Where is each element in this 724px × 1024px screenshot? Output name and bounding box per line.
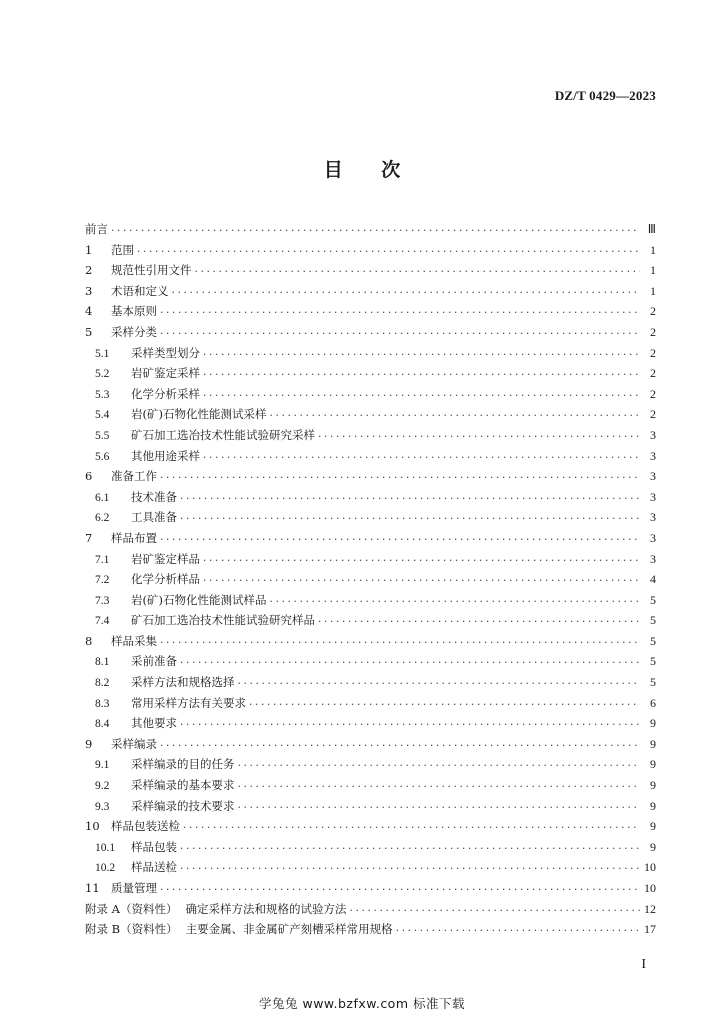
toc-entry-label: 其他用途采样	[131, 448, 200, 463]
toc-entry[interactable]	[85, 734, 656, 755]
toc-entry-label: 术语和定义	[111, 283, 169, 298]
toc-entry[interactable]	[85, 569, 656, 590]
toc-title: 目 次	[323, 159, 417, 181]
toc-entry[interactable]	[85, 651, 656, 672]
toc-entry[interactable]	[85, 528, 656, 549]
toc-entry-page: 10	[644, 881, 656, 895]
toc-entry-page: 3	[650, 489, 656, 504]
toc-entry-label: 采样编录	[111, 736, 157, 751]
toc-entry-page: 9	[650, 716, 656, 731]
toc-entry-label: 确定采样方法和规格的试验方法	[185, 901, 347, 916]
toc-entry-number: 3	[85, 283, 93, 298]
toc-entry-page: 9	[650, 736, 656, 751]
toc-entry[interactable]	[85, 816, 656, 837]
footer-watermark: 学兔兔 www.bzfxw.com 标准下载	[259, 996, 465, 1011]
toc-dot-leader	[171, 283, 641, 304]
toc-entry-page: 5	[650, 675, 656, 690]
toc-entry-number: 5.3	[95, 388, 110, 401]
toc-entry[interactable]	[85, 487, 656, 508]
toc-entry-number: 9	[85, 736, 93, 751]
toc-dot-leader	[237, 777, 641, 798]
toc-entry-number: 11	[85, 881, 100, 895]
toc-entry-page: 2	[650, 386, 656, 401]
toc-entry-number: 8.1	[95, 656, 110, 669]
toc-entry-label: 采样编录的目的任务	[131, 757, 235, 772]
toc-entry-label: 其他要求	[131, 716, 177, 731]
toc-entry[interactable]	[85, 775, 656, 796]
toc-entry-label: 矿石加工选冶技术性能试验研究样品	[131, 613, 315, 628]
toc-entry-label: 采样方法和规格选择	[131, 675, 235, 690]
toc-dot-leader	[202, 551, 640, 572]
toc-entry-number: 9.3	[95, 800, 110, 813]
toc-dot-leader	[202, 345, 640, 366]
toc-entry[interactable]	[85, 590, 656, 611]
toc-dot-leader	[202, 448, 640, 469]
toc-entry-label: 工具准备	[131, 510, 177, 525]
toc-entry-page: 3	[650, 551, 656, 566]
toc-entry-number: 8	[85, 633, 93, 648]
toc-entry-page: 5	[650, 654, 656, 669]
toc-entry-number: 5.1	[95, 347, 110, 360]
toc-entry[interactable]	[85, 507, 656, 528]
toc-entry-number: 10.2	[95, 862, 116, 875]
toc-entry-label: 岩矿鉴定采样	[131, 366, 200, 381]
toc-entry-number: 1	[85, 242, 93, 257]
toc-entry-label: 化学分析采样	[131, 386, 200, 401]
toc-entry-page: 5	[650, 592, 656, 607]
toc-entry-page: 3	[650, 510, 656, 525]
toc-entry-page: 5	[650, 633, 656, 648]
toc-entry-number: 5.5	[95, 429, 110, 442]
toc-dot-leader	[317, 427, 640, 448]
toc-entry-page: 3	[650, 469, 656, 484]
toc-entry[interactable]	[85, 754, 656, 775]
toc-entry-number: 9.2	[95, 780, 110, 793]
toc-dot-leader	[182, 818, 640, 839]
toc-entry[interactable]	[85, 919, 656, 940]
toc-entry[interactable]	[85, 837, 656, 858]
toc-entry-page: 3	[650, 427, 656, 442]
toc-entry-page: 6	[650, 695, 656, 710]
toc-entry-page: 3	[650, 530, 656, 545]
toc-entry[interactable]	[85, 425, 656, 446]
toc-entry-page: 2	[650, 304, 656, 319]
toc-entry-label: 样品包装	[131, 839, 177, 854]
page-number: I	[641, 957, 646, 972]
toc-entry[interactable]	[85, 857, 656, 878]
toc-dot-leader	[179, 489, 640, 510]
toc-entry-number: 5.4	[95, 409, 110, 422]
toc-entry-number: 附录 A（资料性）	[85, 901, 178, 916]
toc-entry-label: 质量管理	[111, 881, 157, 895]
toc-entry-page: 3	[650, 448, 656, 463]
toc-list	[85, 219, 656, 940]
toc-dot-leader	[179, 839, 640, 860]
toc-entry-number: 6	[85, 469, 93, 484]
toc-dot-leader	[395, 921, 640, 942]
toc-entry-page: 2	[650, 345, 656, 360]
toc-entry-page: 9	[650, 798, 656, 813]
toc-entry[interactable]	[85, 384, 656, 405]
toc-entry[interactable]	[85, 404, 656, 425]
toc-entry-number: 8.2	[95, 677, 110, 690]
toc-entry-page: 17	[644, 922, 656, 937]
toc-dot-leader	[268, 406, 640, 427]
toc-entry-label: 采前准备	[131, 654, 177, 669]
toc-entry-number: 10.1	[95, 841, 116, 854]
toc-entry-label: 规范性引用文件	[111, 263, 192, 278]
toc-entry-number: 6.2	[95, 512, 110, 525]
toc-entry-number: 8.4	[95, 718, 110, 731]
toc-entry[interactable]	[85, 693, 656, 714]
toc-entry-number: 5.6	[95, 450, 110, 463]
toc-entry-number: 2	[85, 263, 93, 278]
toc-entry-label: 技术准备	[131, 489, 177, 504]
toc-dot-leader	[317, 612, 640, 633]
toc-entry[interactable]	[85, 878, 656, 899]
toc-entry-label: 采样编录的技术要求	[131, 798, 235, 813]
toc-entry-page: 1	[650, 263, 656, 278]
toc-entry-label: 化学分析样品	[131, 572, 200, 587]
toc-entry[interactable]	[85, 343, 656, 364]
toc-dot-leader	[159, 880, 640, 901]
standard-code: DZ/T 0429—2023	[554, 88, 656, 103]
toc-entry[interactable]	[85, 796, 656, 817]
toc-dot-leader	[159, 633, 640, 654]
toc-dot-leader	[237, 756, 641, 777]
toc-entry-page: 9	[650, 819, 656, 834]
toc-entry-label: 样品包装送检	[111, 819, 180, 834]
toc-entry[interactable]	[85, 672, 656, 693]
toc-entry-number: 7	[85, 530, 93, 545]
toc-entry-number: 5	[85, 324, 93, 339]
toc-dot-leader	[159, 324, 640, 345]
toc-entry-label: 采样类型划分	[131, 345, 200, 360]
toc-dot-leader	[159, 303, 640, 324]
toc-entry-page: 12	[644, 901, 656, 916]
toc-dot-leader	[110, 221, 640, 242]
toc-entry[interactable]	[85, 899, 656, 920]
toc-entry-number: 7.3	[95, 594, 110, 607]
toc-dot-leader	[179, 653, 640, 674]
toc-dot-leader	[202, 571, 640, 592]
toc-entry-number: 7.4	[95, 615, 110, 628]
toc-entry[interactable]	[85, 281, 656, 302]
toc-dot-leader	[202, 386, 640, 407]
toc-dot-leader	[179, 715, 640, 736]
toc-entry-number: 4	[85, 304, 93, 319]
toc-entry-page: 1	[650, 242, 656, 257]
toc-dot-leader	[159, 530, 640, 551]
toc-entry[interactable]	[85, 301, 656, 322]
toc-dot-leader	[237, 798, 641, 819]
toc-entry-label: 样品送检	[131, 860, 177, 875]
toc-entry-number: 5.2	[95, 368, 110, 381]
toc-entry-label: 岩矿鉴定样品	[131, 551, 200, 566]
toc-entry-label: 岩(矿)石物化性能测试样品	[131, 592, 267, 607]
toc-dot-leader	[248, 695, 640, 716]
toc-entry-label: 采样分类	[111, 324, 157, 339]
toc-entry-page: Ⅲ	[647, 222, 656, 236]
toc-entry-number: 8.3	[95, 697, 110, 710]
toc-entry[interactable]	[85, 219, 656, 240]
toc-entry-number: 6.1	[95, 491, 110, 504]
toc-entry-page: 9	[650, 757, 656, 772]
toc-dot-leader	[194, 262, 641, 283]
toc-dot-leader	[237, 674, 641, 695]
toc-dot-leader	[159, 468, 640, 489]
toc-entry-label: 样品布置	[111, 530, 157, 545]
toc-entry-page: 9	[650, 778, 656, 793]
toc-entry-label: 采样编录的基本要求	[131, 778, 235, 793]
toc-entry-page: 2	[650, 324, 656, 339]
toc-entry-label: 常用采样方法有关要求	[131, 695, 246, 710]
toc-entry-page: 2	[650, 366, 656, 381]
toc-entry-label: 准备工作	[111, 469, 157, 484]
toc-entry[interactable]	[85, 610, 656, 631]
toc-entry-number: 7.1	[95, 553, 110, 566]
toc-entry-number: 10	[85, 819, 100, 834]
toc-entry-page: 2	[650, 407, 656, 422]
toc-entry[interactable]	[85, 260, 656, 281]
toc-entry[interactable]	[85, 466, 656, 487]
toc-entry[interactable]	[85, 631, 656, 652]
toc-entry-page: 9	[650, 839, 656, 854]
toc-entry-label: 前言	[85, 222, 108, 236]
toc-dot-leader	[268, 592, 640, 613]
toc-entry-label: 矿石加工选冶技术性能试验研究采样	[131, 427, 315, 442]
toc-dot-leader	[202, 365, 640, 386]
toc-dot-leader	[159, 736, 640, 757]
toc-entry-label: 样品采集	[111, 633, 157, 648]
toc-entry[interactable]	[85, 446, 656, 467]
toc-entry[interactable]	[85, 322, 656, 343]
toc-entry-number: 7.2	[95, 574, 110, 587]
toc-entry-label: 岩(矿)石物化性能测试采样	[131, 407, 267, 422]
toc-entry[interactable]	[85, 363, 656, 384]
toc-entry-number: 附录 B（资料性）	[85, 922, 178, 937]
toc-entry-page: 4	[650, 572, 656, 587]
toc-entry-number: 9.1	[95, 759, 110, 772]
toc-entry[interactable]	[85, 713, 656, 734]
toc-entry[interactable]	[85, 549, 656, 570]
toc-entry-label: 主要金属、非金属矿产刻槽采样常用规格	[185, 922, 393, 937]
toc-entry-label: 基本原则	[111, 304, 157, 319]
toc-dot-leader	[179, 859, 640, 880]
toc-entry-page: 5	[650, 613, 656, 628]
toc-entry-label: 范围	[111, 242, 134, 257]
toc-entry-page: 10	[644, 860, 656, 875]
toc-entry[interactable]	[85, 240, 656, 261]
toc-dot-leader	[136, 242, 640, 263]
toc-entry-page: 1	[650, 283, 656, 298]
toc-dot-leader	[348, 901, 640, 922]
toc-dot-leader	[179, 509, 640, 530]
